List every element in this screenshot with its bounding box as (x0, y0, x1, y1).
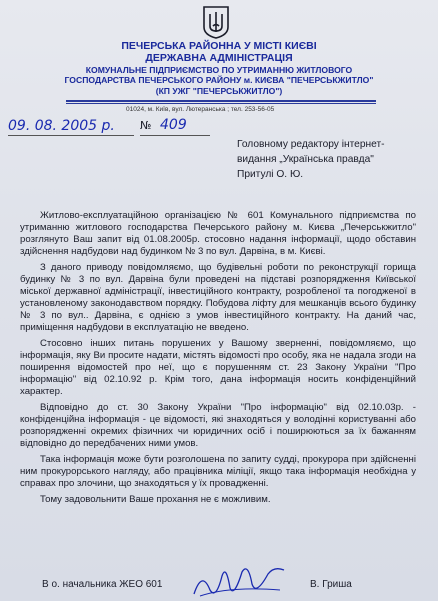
letterhead-line-2: ДЕРЖАВНА АДМІНІСТРАЦІЯ (145, 52, 293, 64)
handwritten-date: 09. 08. 2005 р. (8, 118, 115, 134)
paragraph-4: Відповідно до ст. 30 Закону України "Про інформацію" від 02.10.03р. - конфіденційна інформація - це відомості, які знаходяться у володінні користуванні або розпорядженні окремих фізичних чи юридичних осіб і поширюються за їх бажанням відповідно до передбачених ними умов. (20, 401, 416, 450)
addressee-line-3: Притулі О. Ю. (237, 169, 304, 180)
letterhead-rule-thin (66, 103, 376, 104)
paragraph-5: Така інформація може бути розголошена по запиту судді, прокурора при здійсненні ним прокурорського нагляду, або працівника міліції, якщо така інформація необхідна у справах про злочини, що знаходяться у їх провадженні. (20, 453, 416, 489)
signatory-position: В о. начальника ЖЕО 601 (42, 579, 163, 590)
number-underline (140, 135, 210, 136)
addressee-line-2: видання „Українська правда" (237, 154, 374, 165)
letterhead-rule (66, 100, 376, 102)
paragraph-2: З даного приводу повідомляємо, що будівельні роботи по реконструкції горища будинку № 3 по вул. Дарвіна були проведені на підставі розпорядження Київської міської державної адміністрації, інвестиційного контракту, розробленої та погодженої в установленому законодавством порядку. Побудова ліфту для мешканців всього будинку № 3 по вул.. Дарвіна, є однією з умов інвестиційного контракту. На даний час, приміщення надбудови в експлуатацію не введено. (20, 261, 416, 334)
letterhead-line-4: ГОСПОДАРСТВА ПЕЧЕРСЬКОГО РАЙОНУ м. КИЄВА "ПЕЧЕРСЬКЖИТЛО" (64, 75, 374, 85)
letterhead-line-5: (КП УЖГ "ПЕЧЕРСЬКЖИТЛО") (155, 86, 283, 96)
letter-body (20, 210, 416, 509)
handwritten-number: 409 (160, 117, 187, 133)
handwritten-signature-icon (190, 560, 290, 601)
paragraph-3: Стосовно інших питань порушених у Вашому зверненні, повідомляємо, що інформація, яку Ви просите надати, містять відомості про особу, яка не надала згоди на поширення відомостей про неї, що є порушенням ст. 23 Закону України "Про інформацію" від 02.10.92 р. Крім того, дана інформація носить конфіденційний характер. (20, 337, 416, 398)
number-prefix: № (140, 119, 152, 132)
signatory-name: В. Гриша (310, 579, 352, 590)
letterhead-line-1: ПЕЧЕРСЬКА РАЙОННА У МІСТІ КИЄВІ (121, 40, 317, 52)
trident-emblem-icon (201, 5, 231, 39)
addressee-block (237, 137, 385, 182)
letterhead-line-3: КОМУНАЛЬНЕ ПІДПРИЄМСТВО ПО УТРИМАННЮ ЖИТЛОВОГО (85, 65, 353, 75)
paragraph-6: Тому задовольнити Ваше прохання не є можливим. (40, 493, 271, 505)
letterhead-address: 01024, м. Київ, вул. Лютеранська ; тел. 253-56-05 (126, 106, 275, 113)
paragraph-1: Житлово-експлуатаційною організацією № 601 Комунального підприємства по утриманню житлового господарства Печерського району м. Києва „Печерськжитло" розглянуто Ваш запит від 01.08.2005р. стосовно надання інформації, щодо обставин здійснення надбудови над будинком № 3 по вул. Дарвіна, в м. Києві. (20, 210, 416, 258)
addressee-line-1: Головному редактору інтернет- (237, 139, 385, 150)
date-underline (8, 135, 134, 136)
